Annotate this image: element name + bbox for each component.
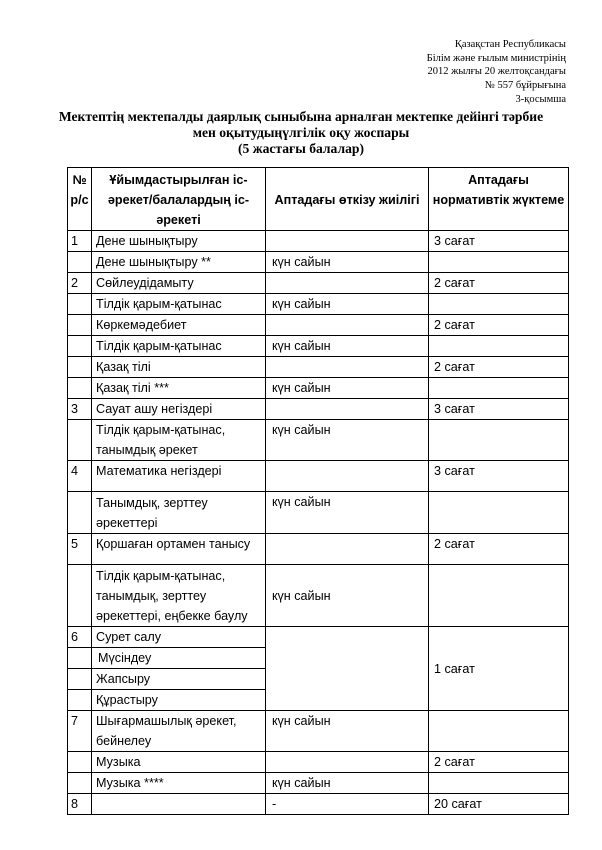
row-load: [429, 294, 569, 315]
curriculum-table: [67, 167, 569, 815]
row-activity: Көркемәдебиет: [92, 315, 266, 336]
row-num: [68, 420, 92, 461]
header-num: № р/с: [68, 168, 92, 231]
row-load: 2 сағат: [429, 315, 569, 336]
annex-line: 2012 жылғы 20 желтоқсандағы: [427, 66, 566, 78]
row-frequency: [266, 627, 429, 711]
header-load: Аптадағы нормативтік жүктеме: [429, 168, 569, 231]
table-row: [68, 420, 569, 461]
row-load: 20 сағат: [429, 794, 569, 815]
row-frequency: [266, 315, 429, 336]
row-frequency: -: [266, 794, 429, 815]
row-frequency: [266, 357, 429, 378]
row-activity: Математика негіздері: [92, 461, 266, 492]
row-num: [68, 378, 92, 399]
row-load: [429, 711, 569, 752]
row-num: [68, 294, 92, 315]
table-row: [68, 315, 569, 336]
row-activity: Шығармашылық әрекет, бейнелеу: [92, 711, 266, 752]
row-frequency: [266, 534, 429, 565]
row-activity: Тілдік қарым-қатынас: [92, 336, 266, 357]
row-frequency: күн сайын: [266, 492, 429, 534]
table-row: [68, 794, 569, 815]
row-num: [68, 315, 92, 336]
table-row: [68, 399, 569, 420]
row-frequency: [266, 752, 429, 773]
row-num: [68, 648, 92, 669]
title-line: мен оқытудыңүлгілік оқу жоспары: [192, 125, 410, 140]
row-activity: Музыка: [92, 752, 266, 773]
row-load: [429, 336, 569, 357]
row-num: [68, 752, 92, 773]
table-row: [68, 565, 569, 627]
document-title: [40, 109, 562, 157]
table-row: [68, 534, 569, 565]
row-load: 2 сағат: [429, 534, 569, 565]
row-frequency: [266, 461, 429, 492]
row-activity: Дене шынықтыру **: [92, 252, 266, 273]
row-load: 3 сағат: [429, 461, 569, 492]
annex-line: Білім және ғылым министрінің: [426, 52, 566, 64]
header-activity: Ұйымдастырылған іс-әрекет/балалардың іс-әрекеті: [92, 168, 266, 231]
row-num: 6: [68, 627, 92, 648]
table-row: [68, 336, 569, 357]
row-num: [68, 252, 92, 273]
row-frequency: [266, 399, 429, 420]
row-num: [68, 336, 92, 357]
row-num: [68, 492, 92, 534]
row-num: 4: [68, 461, 92, 492]
row-load: [429, 420, 569, 461]
row-num: [68, 773, 92, 794]
table-row: [68, 461, 569, 492]
annex-line: 3-қосымша: [515, 93, 566, 105]
table-row: [68, 231, 569, 252]
row-load: 3 сағат: [429, 231, 569, 252]
table-row: [68, 294, 569, 315]
title-line: (5 жастағы балалар): [237, 141, 364, 156]
row-activity: Қазақ тілі ***: [92, 378, 266, 399]
row-load: [429, 565, 569, 627]
table-row: [68, 752, 569, 773]
row-frequency: күн сайын: [266, 252, 429, 273]
table-row: [68, 492, 569, 534]
table-header-row: [68, 168, 569, 231]
row-num: 1: [68, 231, 92, 252]
row-activity: Музыка ****: [92, 773, 266, 794]
row-num: [68, 669, 92, 690]
row-load: [429, 378, 569, 399]
row-num: 3: [68, 399, 92, 420]
row-load: 2 сағат: [429, 357, 569, 378]
row-frequency: күн сайын: [266, 336, 429, 357]
header-frequency: Аптадағы өткізу жиілігі: [266, 168, 429, 231]
row-frequency: күн сайын: [266, 565, 429, 627]
table-row: [68, 357, 569, 378]
row-activity: Жапсыру: [92, 669, 266, 690]
row-activity: [92, 794, 266, 815]
row-num: [68, 565, 92, 627]
row-activity: Сурет салу: [92, 627, 266, 648]
row-load: [429, 773, 569, 794]
row-load: [429, 252, 569, 273]
annex-line: № 557 бұйрығына: [484, 80, 566, 92]
row-activity: Дене шынықтыру: [92, 231, 266, 252]
row-frequency: күн сайын: [266, 294, 429, 315]
row-load: 3 сағат: [429, 399, 569, 420]
row-num: [68, 690, 92, 711]
row-frequency: күн сайын: [266, 378, 429, 399]
row-activity: Тілдік қарым-қатынас: [92, 294, 266, 315]
row-frequency: [266, 231, 429, 252]
row-load: 2 сағат: [429, 752, 569, 773]
row-frequency: күн сайын: [266, 773, 429, 794]
row-num: [68, 357, 92, 378]
row-activity: Қазақ тілі: [92, 357, 266, 378]
table-row: [68, 773, 569, 794]
row-num: 5: [68, 534, 92, 565]
row-load: 1 сағат: [429, 627, 569, 711]
row-load: 2 сағат: [429, 273, 569, 294]
table-row: [68, 273, 569, 294]
table-row: [68, 711, 569, 752]
row-activity: Қоршаған ортамен танысу: [92, 534, 266, 565]
row-num: 2: [68, 273, 92, 294]
row-activity: Сөйлеудідамыту: [92, 273, 266, 294]
row-load: [429, 492, 569, 534]
row-frequency: күн сайын: [266, 420, 429, 461]
row-activity: Құрастыру: [92, 690, 266, 711]
row-frequency: күн сайын: [266, 711, 429, 752]
row-activity: Сауат ашу негіздері: [92, 399, 266, 420]
annex-note: [346, 38, 566, 107]
row-activity: Тілдік қарым-қатынас, танымдық әрекет: [92, 420, 266, 461]
row-frequency: [266, 273, 429, 294]
row-activity: Тілдік қарым-қатынас, танымдық, зерттеу әрекеттері, еңбекке баулу: [92, 565, 266, 627]
table-row: [68, 378, 569, 399]
row-num: 8: [68, 794, 92, 815]
row-num: 7: [68, 711, 92, 752]
title-line: Мектептің мектепалды даярлық сыныбына арналған мектепке дейінгі тәрбие: [58, 109, 544, 124]
table-row: [68, 627, 569, 648]
row-activity: Мүсіндеу: [92, 648, 266, 669]
annex-line: Қазақстан Республикасы: [454, 39, 566, 50]
row-activity: Танымдық, зерттеу әрекеттері: [92, 492, 266, 534]
table-row: [68, 252, 569, 273]
